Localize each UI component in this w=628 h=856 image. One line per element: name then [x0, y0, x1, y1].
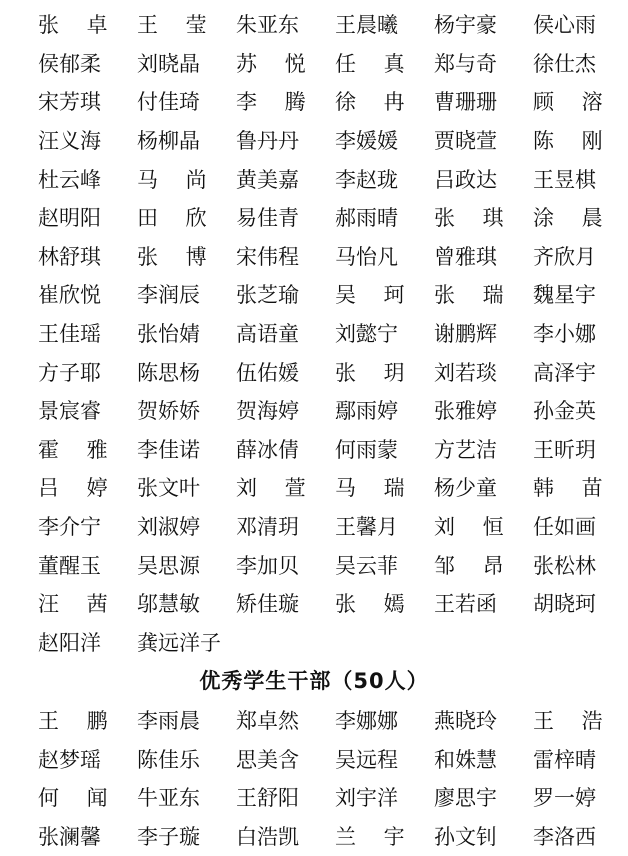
student-name: 王馨月	[335, 515, 398, 540]
student-name: 兰 宇	[335, 825, 405, 850]
student-name: 崔欣悦	[38, 283, 101, 308]
student-name: 徐仕杰	[533, 51, 596, 76]
student-name: 张 卓	[38, 13, 108, 38]
student-name: 思美含	[236, 747, 299, 772]
student-name: 谢鹏辉	[434, 322, 497, 347]
name-row	[38, 585, 628, 624]
student-name: 李子璇	[137, 825, 200, 850]
name-row	[38, 238, 628, 277]
name-row	[38, 546, 628, 585]
student-name: 牛亚东	[137, 786, 200, 811]
student-name: 方子耶	[38, 360, 101, 385]
student-name: 李洛西	[533, 825, 596, 850]
student-name: 廖思宇	[434, 786, 497, 811]
student-name: 王若函	[434, 592, 497, 617]
student-name: 郑卓然	[236, 709, 299, 734]
student-name: 孙文钊	[434, 825, 497, 850]
student-name: 薛冰倩	[236, 437, 299, 462]
student-name: 陈佳乐	[137, 747, 200, 772]
student-name: 龚远洋子	[137, 630, 221, 655]
student-name: 张 博	[137, 244, 207, 269]
student-name: 刘淑婷	[137, 515, 200, 540]
name-row	[38, 392, 628, 431]
name-row	[38, 779, 628, 818]
student-name: 宋芳琪	[38, 90, 101, 115]
student-name: 张澜馨	[38, 825, 101, 850]
honor-name-list	[38, 6, 628, 662]
student-name: 刘宇洋	[335, 786, 398, 811]
student-name: 王佳瑶	[38, 322, 101, 347]
student-name: 汪 茜	[38, 592, 108, 617]
student-name: 邬慧敏	[137, 592, 200, 617]
student-name: 张 玥	[335, 360, 405, 385]
student-name: 魏星宇	[533, 283, 596, 308]
student-name: 李 腾	[236, 90, 306, 115]
name-row	[38, 702, 628, 741]
student-name: 杨宇豪	[434, 13, 497, 38]
student-name: 黄美嘉	[236, 167, 299, 192]
student-name: 王 浩	[533, 709, 603, 734]
student-name: 齐欣月	[533, 244, 596, 269]
student-name: 王舒阳	[236, 786, 299, 811]
student-name: 曹珊珊	[434, 90, 497, 115]
student-name: 李娜娜	[335, 709, 398, 734]
student-name: 杨少童	[434, 476, 497, 501]
student-name: 白浩凯	[236, 825, 299, 850]
student-name: 矫佳璇	[236, 592, 299, 617]
student-name: 霍 雅	[38, 437, 108, 462]
student-name: 王 莹	[137, 13, 207, 38]
student-name: 燕晓玲	[434, 709, 497, 734]
student-name: 李介宁	[38, 515, 101, 540]
student-name: 王昱棋	[533, 167, 596, 192]
student-name: 胡晓珂	[533, 592, 596, 617]
name-row	[38, 508, 628, 547]
student-name: 方艺洁	[434, 437, 497, 462]
student-name: 贾晓萱	[434, 129, 497, 154]
student-name: 王 鹏	[38, 709, 108, 734]
student-name: 陈 刚	[533, 129, 603, 154]
name-row	[38, 624, 628, 663]
student-name: 张芝瑜	[236, 283, 299, 308]
student-name: 苏 悦	[236, 51, 306, 76]
student-name: 刘若琰	[434, 360, 497, 385]
student-name: 赵梦瑶	[38, 747, 101, 772]
name-row	[38, 160, 628, 199]
student-name: 曾雅琪	[434, 244, 497, 269]
student-name: 罗一婷	[533, 786, 596, 811]
student-name: 鄢雨婷	[335, 399, 398, 424]
student-name: 陈思杨	[137, 360, 200, 385]
student-name: 张 琪	[434, 206, 504, 231]
student-name: 任 真	[335, 51, 405, 76]
student-name: 杜云峰	[38, 167, 101, 192]
student-name: 吴 珂	[335, 283, 405, 308]
student-name: 郑与奇	[434, 51, 497, 76]
student-name: 张 嫣	[335, 592, 405, 617]
student-name: 马 尚	[137, 167, 207, 192]
student-name: 付佳琦	[137, 90, 200, 115]
name-row	[38, 818, 628, 856]
student-name: 涂 晨	[533, 206, 603, 231]
student-name: 贺海婷	[236, 399, 299, 424]
student-name: 刘懿宁	[335, 322, 398, 347]
name-row	[38, 469, 628, 508]
name-row	[38, 122, 628, 161]
student-name: 徐 冉	[335, 90, 405, 115]
student-name: 赵阳洋	[38, 630, 101, 655]
student-name: 刘 恒	[434, 515, 504, 540]
cadre-name-list	[38, 702, 628, 856]
student-name: 宋伟程	[236, 244, 299, 269]
student-name: 王昕玥	[533, 437, 596, 462]
student-name: 贺娇娇	[137, 399, 200, 424]
name-row	[38, 353, 628, 392]
student-name: 林舒琪	[38, 244, 101, 269]
student-name: 李媛媛	[335, 129, 398, 154]
student-name: 李雨晨	[137, 709, 200, 734]
student-name: 李润辰	[137, 283, 200, 308]
student-name: 张雅婷	[434, 399, 497, 424]
student-name: 何雨蒙	[335, 437, 398, 462]
student-name: 韩 苗	[533, 476, 603, 501]
student-name: 杨柳晶	[137, 129, 200, 154]
name-row	[38, 276, 628, 315]
student-name: 张文叶	[137, 476, 200, 501]
name-row	[38, 6, 628, 45]
student-name: 赵明阳	[38, 206, 101, 231]
student-name: 鲁丹丹	[236, 129, 299, 154]
student-name: 李小娜	[533, 322, 596, 347]
student-name: 董醒玉	[38, 553, 101, 578]
student-name: 邓清玥	[236, 515, 299, 540]
student-name: 吕政达	[434, 167, 497, 192]
student-name: 侯心雨	[533, 13, 596, 38]
student-name: 吕 婷	[38, 476, 108, 501]
student-name: 汪义海	[38, 129, 101, 154]
student-name: 景宸睿	[38, 399, 101, 424]
name-row	[38, 315, 628, 354]
student-name: 朱亚东	[236, 13, 299, 38]
student-name: 张 瑞	[434, 283, 504, 308]
student-name: 高语童	[236, 322, 299, 347]
name-row	[38, 45, 628, 84]
student-name: 马怡凡	[335, 244, 398, 269]
student-name: 和姝慧	[434, 747, 497, 772]
student-name: 王晨曦	[335, 13, 398, 38]
student-name: 孙金英	[533, 399, 596, 424]
name-row	[38, 199, 628, 238]
student-name: 吴云菲	[335, 553, 398, 578]
name-row	[38, 83, 628, 122]
student-name: 高泽宇	[533, 360, 596, 385]
student-name: 张松林	[533, 553, 596, 578]
student-name: 侯郁柔	[38, 51, 101, 76]
student-name: 郝雨晴	[335, 206, 398, 231]
student-name: 田 欣	[137, 206, 207, 231]
student-name: 任如画	[533, 515, 596, 540]
student-name: 邹 昂	[434, 553, 504, 578]
student-name: 吴远程	[335, 747, 398, 772]
student-name: 李赵珑	[335, 167, 398, 192]
student-name: 吴思源	[137, 553, 200, 578]
student-name: 李佳诺	[137, 437, 200, 462]
student-name: 何 闻	[38, 786, 108, 811]
student-name: 雷梓晴	[533, 747, 596, 772]
name-row	[38, 431, 628, 470]
section-title: 优秀学生干部（50人）	[199, 669, 429, 693]
name-row	[38, 741, 628, 780]
student-name: 刘晓晶	[137, 51, 200, 76]
student-name: 李加贝	[236, 553, 299, 578]
student-name: 马 瑞	[335, 476, 405, 501]
student-name: 顾 溶	[533, 90, 603, 115]
student-name: 刘 萱	[236, 476, 306, 501]
student-name: 易佳青	[236, 206, 299, 231]
student-name: 伍佑媛	[236, 360, 299, 385]
student-name: 张怡婧	[137, 322, 200, 347]
